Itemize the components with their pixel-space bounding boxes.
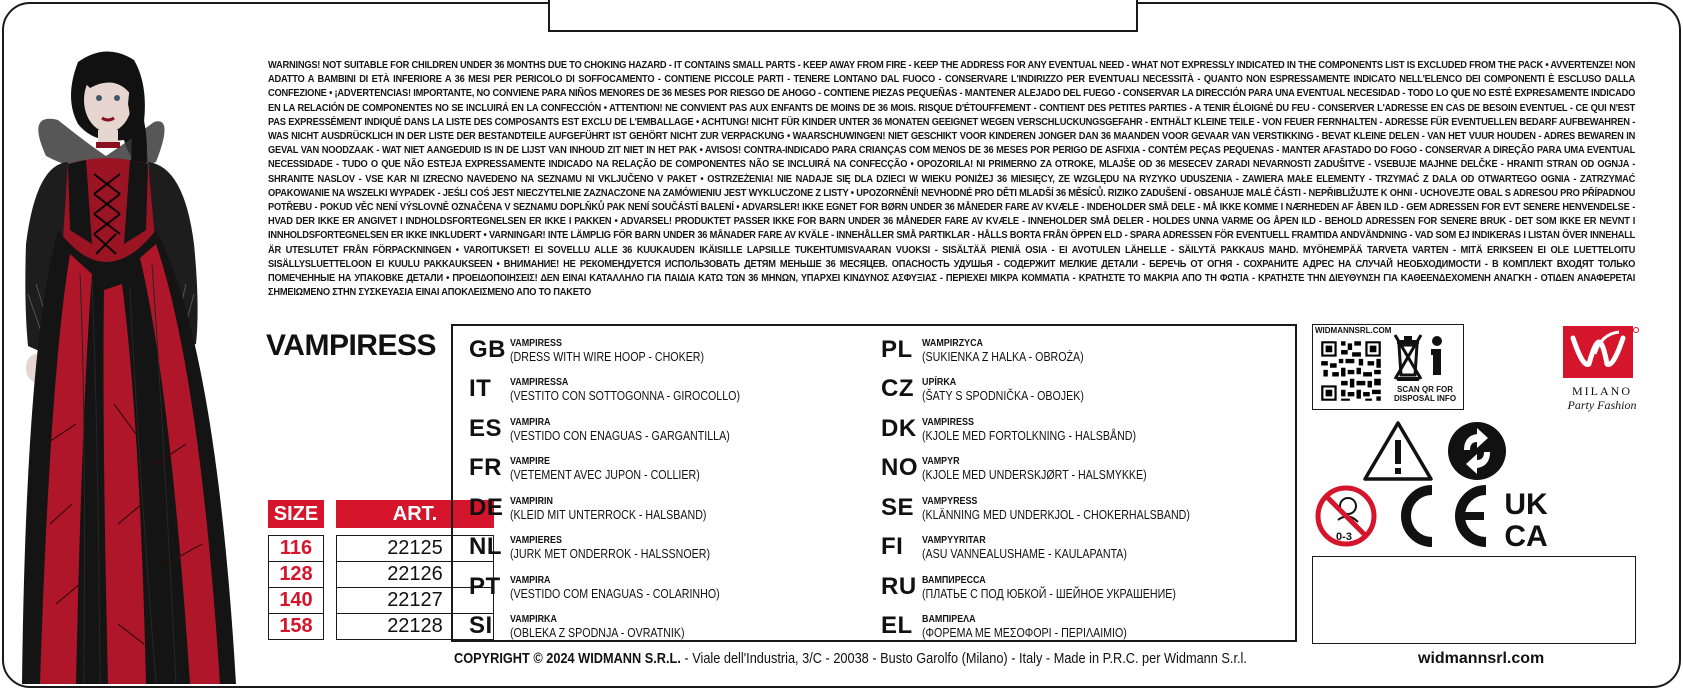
language-code: CZ bbox=[881, 375, 914, 402]
recycle-icon bbox=[1446, 420, 1508, 482]
language-code: PT bbox=[469, 573, 501, 600]
qr-disposal-block bbox=[1312, 324, 1464, 410]
language-code: SI bbox=[469, 612, 493, 639]
translation-name: VAMPIRKA bbox=[510, 613, 557, 625]
translation-name: VAMPIRA bbox=[510, 574, 551, 586]
costume-illustration bbox=[6, 44, 268, 690]
crossed-bin-icon bbox=[1393, 331, 1453, 383]
translation-description: (JURK MET ONDERROK - HALSSNOER) bbox=[510, 546, 711, 561]
translations-box bbox=[451, 324, 1297, 642]
ce-mark-icon bbox=[1388, 482, 1492, 550]
copyright-line bbox=[454, 650, 1247, 667]
ukca-top-text: UK bbox=[1504, 488, 1548, 521]
translation-name: VAMPIRE bbox=[510, 455, 551, 467]
translation-description: (KLEID MIT UNTERROCK - HALSBAND) bbox=[510, 507, 707, 522]
translation-name: ВАМПИРЕССА bbox=[922, 574, 986, 586]
translation-name: VAMPYRESS bbox=[922, 495, 978, 507]
translation-description: (VESTIDO COM ENAGUAS - COLARINHO) bbox=[510, 586, 720, 601]
product-name: VAMPIRESS bbox=[266, 329, 436, 362]
translation-name: VAMPIRESS bbox=[510, 337, 562, 349]
language-code: NO bbox=[881, 454, 918, 481]
widmann-logo-icon bbox=[1561, 324, 1639, 380]
logo-tagline: Party Fashion bbox=[1567, 398, 1637, 412]
language-code: FI bbox=[881, 533, 904, 560]
language-code: NL bbox=[469, 533, 502, 560]
translation-description: (ŠATY S SPODNIČKA - OBOJEK) bbox=[922, 388, 1084, 403]
size-cell: 128 bbox=[268, 561, 324, 588]
art-cell: 22128 bbox=[336, 613, 494, 640]
qr-url-label: WIDMANNSRL.COM bbox=[1315, 326, 1392, 335]
website-link[interactable]: widmannsrl.com bbox=[1418, 650, 1545, 667]
size-header: SIZE bbox=[268, 500, 324, 528]
translation-name: VAMPIRIN bbox=[510, 495, 553, 507]
language-code: FR bbox=[469, 454, 502, 481]
blank-label-box bbox=[1312, 556, 1636, 644]
translation-name: VAMPIRA bbox=[510, 416, 551, 428]
size-cell: 158 bbox=[268, 613, 324, 640]
translation-name: VAMPYYRITAR bbox=[922, 534, 986, 546]
language-code: DK bbox=[881, 415, 917, 442]
translation-description: (VESTIDO CON ENAGUAS - GARGANTILLA) bbox=[510, 428, 730, 443]
language-code: SE bbox=[881, 494, 915, 521]
language-code: RU bbox=[881, 573, 917, 600]
language-code: GB bbox=[469, 336, 506, 363]
company-address: - Viale dell'Industria, 3/C - 20038 - Busto Garolfo (Milano) - Italy - Made in P.R.C. per Widmann S.r.l. bbox=[680, 650, 1247, 667]
qr-code-icon[interactable] bbox=[1319, 338, 1383, 404]
language-code: ES bbox=[469, 415, 503, 442]
art-cell: 22127 bbox=[336, 587, 494, 614]
translation-description: (DRESS WITH WIRE HOOP - CHOKER) bbox=[510, 349, 705, 364]
language-code: DE bbox=[469, 494, 504, 521]
safety-warnings-text: WARNINGS! NOT SUITABLE FOR CHILDREN UNDER 36 MONTHS DUE TO CHOKING HAZARD - IT CONTAINS SMALL PARTS - KEEP AWAY FROM FIRE - KEEP THE ADDRESS FOR ANY EVENTUAL NEED - WHAT NOT EXPRESSLY INDICATED IN THE COMPONENTS LIST IS EXCLUDED FROM THE PACK • AVVERTENZE! NON ADATTO A BAMBINI DI ETÀ INFERIORE A 36 MESI PER PERICOLO DI SOFFOCAMENTO - CONTIENE PICCOLE PARTI - TENERE LONTANO DAL FUOCO - CONSERVARE L'INDIRIZZO PER EVENTUALI NECESSITÀ - QUANTO NON ESPRESSAMENTE INDICATO NELL'ELENCO DEI COMPONENTI È ESCLUSO DALLA CONFEZIONE • ¡ADVERTENCIAS! IMPORTANTE, NO CONVIENE PARA NIÑOS MENORES DE 36 MESES POR RIESGO DE AHOGO - CONTIENE PIEZAS PEQUEÑAS - MANTENER ALEJADO DEL FUEGO - CONSERVAR LA DIRECCIÓN PARA UNA EVENTUAL NECESIDAD - TODO LO QUE NO ESTÉ EXPRESAMENTE INDICADO EN LA RELACIÓN DE COMPONENTES NO SE INCLUIRÁ EN LA CONFECCIÓN • ATTENTION! NE CONVIENT PAS AUX ENFANTS DE MOINS DE 36 MOIS. RISQUE D'ÉTOUFFEMENT - CONTIENT DES PETITES PARTIES - A TENIR ÉLOIGNÉ DU FEU - CONSERVER L'ADRESSE EN CAS DE BESOIN EVENTUEL - CE QUI N'EST PAS EXPRESSÉMENT INDIQUÉ DANS LA LISTE DES COMPOSANTS EST EXCLU DE L'EMBALLAGE • ACHTUNG! NICHT FÜR KINDER UNTER 36 MONATEN GEEIGNET WEGEN VERSCHLUCKUNGSGEFAHR - ENTHÄLT KLEINE TEILE - VON FEUER FERNHALTEN - ADRESSE FÜR EVENTUELLEN BEDARF AUFBEWAHREN - WAS NICHT AUSDRÜCKLICH IN DER LISTE DER BESTANDTEILE AUFGEFÜHRT IST GEHÖRT NICHT ZUR VERPACKUNG • WAARSCHUWINGEN! NIET GESCHIKT VOOR KINDEREN JONGER DAN 36 MAANDEN VOOR GEVAAR VAN VERSTIKKING - BEVAT KLEINE DELEN - VAN HET VUUR HOUDEN - ADRES BEWAREN IN GEVAL VAN NOODZAAK - WAT NIET AANGEDUID IS IN DE LIJST VAN INHOUD ZIT NIET IN HET PAK • AVISOS! CONTRA-INDICADO PARA CRIANÇAS COM MENOS DE 36 MESES POR PERIGO DE ASFIXIA - CONTÉM PEÇAS PEQUENAS - MANTER AFASTADO DO FOGO - CONSERVAR A DIREÇÃO PARA UMA EVENTUAL NECESSIDADE - TUDO O QUE NÃO ESTEJA EXPRESSAMENTE INDICADO NA RELAÇÃO DE COMPONENTES NÃO SE INCLUIRÁ NA CONFECÇÃO • OPOZORILA! NI PRIMERNO ZA OTROKE, MLAJŠE OD 36 MESECEV ZARADI NEVARNOSTI ZADUŠITVE - VSEBUJE MAJHNE DELČKE - HRANITI STRAN OD OGNJA - SHRANITE NASLOV - VSE KAR NI IZRECNO NAVEDENO NA SEZNAMU NI VKLJUČENO V PAKET • OSTRZEŻENIA! NIE NADAJE SIĘ DLA DZIECI W WIEKU PONIŻEJ 36 MIESIĘCY, ZE WZGLĘDU NA RYZYKO UDUSZENIA - ZAWIERA MAŁE ELEMENTY - TRZYMAĆ Z DALA OD OTWARTEGO OGNIA - ZATRZYMAĆ OPAKOWANIE NA WSZELKI WYPADEK - JEŚLI COŚ JEST NIECZYTELNIE ZAZNACZONE NA ZAMÓWIENIU JEST WYKLUCZONE Z LISTY • UPOZORNĚNÍ! NEVHODNÉ PRO DĚTI MLADŠÍ 36 MĚSÍCŮ. RIZIKO ZADUŠENÍ - OBSAHUJE MALÉ ČÁSTI - NEPŘIBLIŽUJTE K OHNI - UCHOVEJTE OBAL S ADRESOU PRO PŘÍPADNOU POTŘEBU - POKUD VĚC NENÍ VÝSLOVNĚ OZNAČENA V SEZNAMU DOPLŇKŮ PAK NENÍ SOUČÁSTÍ BALENÍ • ADVARSLER! IKKE EGNET FOR BØRN UNDER 36 MÅNEDER FARE AV KVÆLE - INDEHOLDER SMÅ DELE - MÅ IKKE KOMME I NÆRHEDEN AF ÅBEN ILD - GEM ADRESSEN FOR EVT SENERE HENVENDELSE - HVAD DER IKKE ER ANGIVET I INDHOLDSFORTEGNELSEN ER IKKE I PAKKEN • ADVARSEL! PRODUKTET PASSER IKKE FOR BARN UNDER 36 MÅNEDER FARE AV KVÆLE - INNEHOLDER SMÅ DELER - HOLDES UNNA VARME OG ÅPEN ILD - BEHOLD ADRESSEN FOR SENERE BRUK - DET SOM IKKE ER NEVNT I INNHOLDSFORTEGNELSEN ER IKKE INKLUDERT • VARNINGAR! INTE LÄMPLIG FÖR BARN UNDER 36 MÅNADER FARE AV KVÄLE - INNEHÅLLER SMÅ PARTIKLAR - HÅLLS BORTA FRÅN ÖPPEN ELD - SPARA ADRESSEN FÖR EVENTUELL FRAMTIDA ANDVÄNDNING - VAD SOM EJ INDIKERAS I LISTAN ÖVER INNEHALL ÄR UTESLUTET FRÅN FÖRPACKNINGEN • VAROITUKSET! EI SOVELLU ALLE 36 KUUKAUDEN IKÄISILLE LAPSILLE TUKEHTUMISVAARAN VUOKSI - SISÄLTÄÄ PIENIÄ OSIA - EI AVOTULEN LÄHELLE - SÄILYTÄ PAKKAUS MAHD. MYÖHEMPÄÄ TARVETA VARTEN - MITÄ ERIKSEEN EI OLE LUETTELOITU SISÄLLYSLUETTELOON EI KUULU PAKKAUKSEEN • ВНИМАНИЕ! НЕ РЕКОМЕНДУЕТСЯ ИСПОЛЬЗОВАТЬ ДЕТЯМ МЕНЬШЕ 36 МЕСЯЦЕВ. ОПАСНОСТЬ УДУШЬЯ - СОДЕРЖИТ МЕЛКИЕ ДЕТАЛИ - БЕРЕЧЬ ОТ ОГНЯ - СОХРАНИТЕ АДРЕС НА СЛУЧАЙ НЕОБХОДИМОСТИ - В КОМПЛЕКТ ВХОДЯТ ТОЛЬКО ПОМЕЧЕННЫЕ НА УПАКОВКЕ ДЕТАЛИ • ΠΡΟΕΙΔΟΠΟΙΗΣΕΙΣ! ΔΕΝ ΕΙΝΑΙ ΚΑΤΑΛΛΗΛΟ ΓΙΑ ΠΑΙΔΙΑ ΚΑΤΩ ΤΩΝ 36 ΜΗΝΩΝ, ΥΠΑΡΧΕΙ ΚΙΝΔΥΝΟΣ ΑΣΦΥΞΙΑΣ - ΠΕΡΙΕΧΕΙ ΜΙΚΡΑ ΚΟΜΜΑΤΙΑ - ΚΡΑΤΗΣΤΕ ΤΟ ΜΑΚΡΙΑ ΑΠΟ ΤΗ ΦΩΤΙΑ - ΚΡΑΤΗΣΤΕ ΤΗΝ ΔΙΕΥΘΥΝΣΗ ΓΙΑ ΚΑΘΕΕΝΔΕΧΟΜΕΝΗ ΑΝΑΓΚΗ - ΟΤΙΔΕΝ ΑΝΑΦΕΡΕΤΑΙ ΣΗΜΕΙΩΜΕΝΟ ΣΤΗΝ ΣΥΣΚΕΥΑΣΙΑ ΕΙΝΑΙ ΑΠΟΚΛΕΙΣΜΕΝΟ ΑΠΟ ΤΟ ΠΑΚΕΤΟ bbox=[268, 60, 1636, 299]
translation-description: (KLÄNNING MED UNDERKJOL - CHOKERHALSBAND) bbox=[922, 507, 1190, 522]
translation-name: VAMPIRESSA bbox=[510, 376, 569, 388]
translation-name: VAMPIRESS bbox=[922, 416, 974, 428]
age-warning-icon bbox=[1314, 484, 1378, 548]
ukca-bottom-text: CA bbox=[1504, 520, 1548, 548]
ukca-mark-icon bbox=[1494, 486, 1558, 548]
language-code: EL bbox=[881, 612, 913, 639]
qr-caption: SCAN QR FOR DISPOSAL INFO bbox=[1393, 385, 1457, 403]
translation-description: (VETEMENT AVEC JUPON - COLLIER) bbox=[510, 467, 700, 482]
translation-description: (OBLEKA Z SPODNJA - OVRATNIK) bbox=[510, 625, 685, 640]
translation-description: (ΦΟΡΕΜΑ ΜΕ ΜΕΣΟΦΟΡΙ - ΠΕΡΙΛΑΙΜΙΟ) bbox=[922, 625, 1127, 640]
art-header: ART. bbox=[336, 500, 494, 528]
language-code: PL bbox=[881, 336, 913, 363]
translation-name: WAMPIRZYCA bbox=[922, 337, 983, 349]
size-cell: 116 bbox=[268, 535, 324, 562]
translation-description: (ASU VANNEALUSHAME - KAULAPANTA) bbox=[922, 546, 1127, 561]
translation-name: ΒΑΜΠΙΡΕΛΑ bbox=[922, 613, 976, 625]
logo-city-text: MILANO bbox=[1572, 384, 1632, 398]
copyright-owner: COPYRIGHT © 2024 WIDMANN S.R.L. bbox=[454, 650, 681, 667]
warning-triangle-icon bbox=[1362, 420, 1434, 482]
translation-name: VAMPIERES bbox=[510, 534, 562, 546]
translation-name: UPÍRKA bbox=[922, 376, 957, 388]
translation-description: (SUKIENKA Z HALKA - OBROŻA) bbox=[922, 349, 1084, 364]
top-label-box bbox=[548, 0, 1138, 32]
widmann-logo bbox=[1558, 324, 1676, 412]
language-code: IT bbox=[469, 375, 492, 402]
translation-description: (ПЛАТЬЕ С ПОД ЮБКОЙ - ШЕЙНОЕ УКРАШЕНИЕ) bbox=[922, 586, 1176, 601]
age-warning-label: 0-3 bbox=[1336, 531, 1352, 543]
art-cell: 22126 bbox=[336, 561, 494, 588]
translation-description: (KJOLE MED UNDERSKJØRT - HALSMYKKE) bbox=[922, 467, 1147, 482]
translation-description: (KJOLE MED FORTOLKNING - HALSBÅND) bbox=[922, 428, 1137, 443]
translation-name: VAMPYR bbox=[922, 455, 960, 467]
art-cell: 22125 bbox=[336, 535, 494, 562]
size-cell: 140 bbox=[268, 587, 324, 614]
translation-description: (VESTITO CON SOTTOGONNA - GIROCOLLO) bbox=[510, 388, 741, 403]
